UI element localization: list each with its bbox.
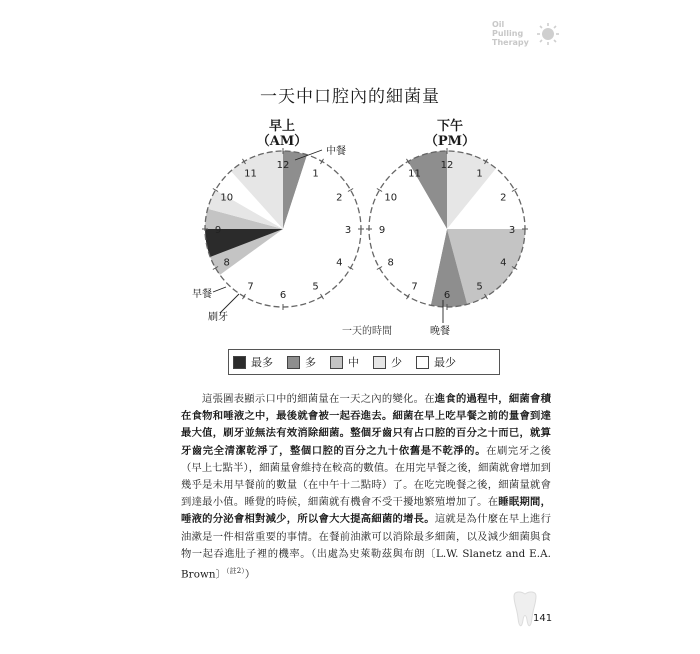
tooth-icon bbox=[510, 590, 540, 630]
logo-line-1: Oil bbox=[492, 20, 505, 29]
clock-hour-label: 1 bbox=[312, 168, 319, 180]
clock-hour-label: 11 bbox=[408, 168, 421, 180]
clock-hour-label: 9 bbox=[378, 225, 386, 236]
clock-hour-label: 1 bbox=[476, 168, 483, 180]
pm-clock bbox=[366, 148, 528, 310]
figure-title: 一天中口腔內的細菌量 bbox=[260, 87, 440, 107]
clock-hour-label: 6 bbox=[279, 290, 287, 301]
legend bbox=[228, 349, 500, 375]
legend-label: 最多 bbox=[251, 356, 273, 369]
clock-hour-label: 11 bbox=[244, 168, 257, 180]
clock-hour-label: 10 bbox=[220, 192, 234, 204]
clock-hour-label: 5 bbox=[476, 281, 483, 293]
clock-hour-label: 8 bbox=[223, 257, 230, 269]
clock-hour-label: 4 bbox=[500, 257, 507, 269]
am-clock bbox=[202, 148, 364, 310]
clock-hour-label: 12 bbox=[276, 160, 290, 171]
legend-item bbox=[287, 354, 316, 370]
x-axis-label: 一天的時間 bbox=[342, 326, 392, 337]
legend-label: 最少 bbox=[434, 356, 456, 369]
body-text-run: （註2） bbox=[226, 567, 245, 576]
legend-swatch bbox=[287, 356, 300, 369]
logo-line-3: Therapy bbox=[492, 38, 529, 47]
clock-hour-label: 2 bbox=[336, 192, 343, 204]
legend-item bbox=[373, 354, 402, 370]
legend-label: 少 bbox=[391, 356, 402, 369]
body-paragraph bbox=[181, 391, 551, 584]
clock-hour-label: 5 bbox=[312, 281, 319, 293]
annotation-lunch: 中餐 bbox=[326, 146, 346, 157]
annotation-breakfast: 早餐 bbox=[192, 289, 212, 300]
annotation-leader bbox=[213, 287, 226, 292]
clock-hour-label: 7 bbox=[247, 281, 254, 293]
legend-label: 中 bbox=[348, 356, 359, 369]
body-text-run: 睡眠期間，唾液的分泌會相對減少，所以會大大提高細菌的增長。 bbox=[181, 496, 551, 526]
clock-hour-label: 8 bbox=[387, 257, 394, 269]
legend-item bbox=[233, 354, 273, 370]
legend-item bbox=[330, 354, 359, 370]
body-text-run: 這張圖表顯示口中的細菌量在一天之內的變化。在 bbox=[201, 393, 435, 405]
logo-line-2: Pulling bbox=[492, 29, 524, 38]
legend-swatch bbox=[330, 356, 343, 369]
body-text-run: 這就是為什麼在早上進行油漱是一件相當重要的事情。在餐前油漱可以消除最多細菌，以及減少細菌與食物一起吞進肚子裡的機率。（出處為史萊勒茲與布朗〔L.W. Slanetz and E.A. Brown〕 bbox=[181, 513, 551, 581]
am-subtitle: （AM） bbox=[256, 134, 308, 149]
clock-hour-label: 7 bbox=[411, 281, 418, 293]
clock-hour-label: 3 bbox=[508, 225, 516, 236]
annotation-dinner: 晚餐 bbox=[430, 326, 450, 337]
page-number: 141 bbox=[533, 613, 553, 624]
body-text-run: 在刷完牙之後（早上七點半），細菌量會維持在較高的數值。在用完早餐之後，細菌就會增加到幾乎是未用早餐前的數量（在中午十二點時）了。在吃完晚餐之後，細菌量就會到達最小值。睡覺的時候，細菌就有機會不受干擾地繁殖增加了。在 bbox=[181, 444, 551, 509]
body-text-run: ） bbox=[244, 568, 256, 581]
annotation-brushing: 刷牙 bbox=[208, 312, 228, 323]
legend-swatch bbox=[233, 356, 246, 369]
clock-hour-label: 2 bbox=[500, 192, 507, 204]
clock-hour-label: 9 bbox=[214, 225, 222, 236]
legend-label: 多 bbox=[305, 356, 316, 369]
clock-hour-label: 12 bbox=[440, 160, 454, 171]
clock-hour-label: 6 bbox=[443, 290, 451, 301]
pm-subtitle: （PM） bbox=[424, 134, 476, 149]
clock-hour-label: 4 bbox=[336, 257, 343, 269]
legend-item bbox=[416, 354, 456, 370]
clock-hour-label: 10 bbox=[384, 192, 398, 204]
clock-hour-label: 3 bbox=[344, 225, 352, 236]
am-title: 早上 bbox=[268, 119, 295, 134]
body-text-run: 進食的過程中，細菌會積在食物和唾液之中，最後就會被一起吞進去。細菌在早上吃早餐之前的量會到達最大值，刷牙並無法有效消除細菌。整個牙齒只有占口腔的百分之十而已，就算牙齒完全清潔乾淨了，整個口腔的百分之九十依舊是不乾淨的。 bbox=[181, 393, 551, 457]
annotation-leader bbox=[220, 294, 239, 313]
legend-swatch bbox=[373, 356, 386, 369]
pm-title: 下午 bbox=[436, 119, 463, 134]
legend-swatch bbox=[416, 356, 429, 369]
